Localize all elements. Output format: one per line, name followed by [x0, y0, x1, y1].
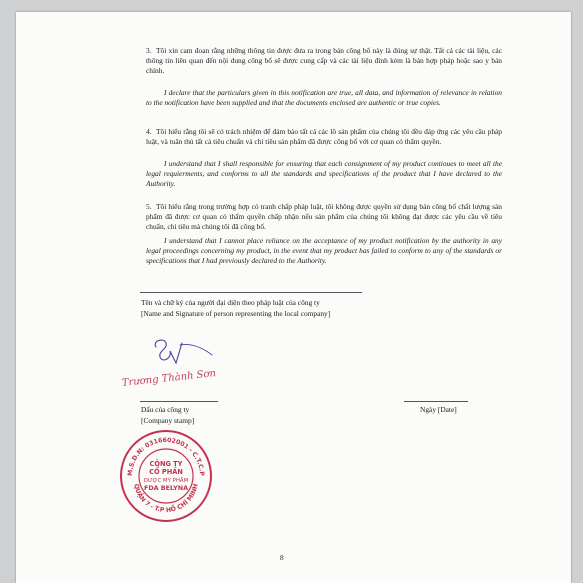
stamp-ring-top-text: M.S.D.N: 0316602001 - C.T.C.P — [126, 436, 206, 477]
stamp-line-1: CÔNG TY — [149, 460, 183, 468]
paragraph-5-vi-text: Tôi hiểu rằng trong trường hợp có tranh chấp pháp luật, tôi không được quyền sử dụng bản công bố chất lượng sản phẩm đã được cơ quan có thẩm quyền chấp nhận nếu sản phẩm của chúng tôi không đạt được các yêu cầu về tiêu chuẩn, chỉ tiêu mà chúng tôi đã công bố. — [146, 202, 502, 231]
stamp-line-2: CỔ PHẦN — [149, 468, 183, 476]
paragraph-5-vietnamese — [146, 202, 502, 232]
paragraph-4-number: 4. — [146, 127, 152, 136]
signer-name: Trương Thành Sơn — [121, 368, 217, 389]
paragraph-4-en-text: I understand that I shall responsible for ensuring that each consignment of my product contioues to meet all the legal requierments, and conforms to all the standards and specifications of the product that I have declared to the Authority. — [146, 159, 502, 188]
paragraph-3-number: 3. — [146, 46, 152, 55]
company-stamp — [118, 428, 214, 524]
paragraph-3-english — [146, 88, 502, 108]
paragraph-4-vietnamese — [146, 127, 502, 147]
paragraph-4-english — [146, 159, 502, 189]
stamp-ring-bottom-text: QUẬN 7 - T.P HỒ CHÍ MINH — [132, 483, 200, 515]
company-stamp-label-en: [Company stamp] — [141, 416, 195, 425]
page-number: 8 — [280, 553, 284, 562]
signature-caption-en: [Name and Signature of person representing the local company] — [141, 309, 331, 318]
stamp-line-3: DƯỢC MỸ PHẨM — [143, 478, 189, 484]
paragraph-3-vi-text: Tôi xin cam đoan rằng những thông tin được đưa ra trong bản công bố này là đúng sự thật. Tất cả các tài liệu, các thông tin liên quan đến nội dung công bố sẽ được cung cấp và các tài liệu đính kèm là bản hợp pháp hoặc sao y bản chính. — [146, 46, 502, 75]
company-stamp-label-vi: Dấu của công ty — [141, 405, 190, 414]
signature-caption-vi: Tên và chữ ký của người đại diện theo pháp luật của công ty — [141, 298, 320, 307]
paragraph-3-en-text: I declare that the particulars given in this notification are true, all data, and information of relevance in relation to the notification have been supplied and that the documents enclosed are authentic or true copies. — [146, 88, 502, 107]
handwritten-signature — [150, 333, 220, 369]
paragraph-4-vi-text: Tôi hiểu rằng tôi sẽ có trách nhiệm để đảm bảo tất cả các lô sản phẩm của chúng tôi đều đáp ứng các yêu cầu pháp luật, và tuân thủ tất cả tiêu chuẩn và chỉ tiêu sản phẩm đã được công bố với cơ quan có thẩm quyền. — [146, 127, 502, 146]
paragraph-5-number: 5. — [146, 202, 152, 211]
paragraph-3-vietnamese — [146, 46, 502, 76]
stamp-line-4: FDA BELYNA — [143, 484, 189, 492]
paragraph-5-english — [146, 236, 502, 266]
signature-line — [140, 292, 362, 293]
date-line — [404, 401, 468, 402]
paragraph-5-en-text: I understand that I cannot place reliance on the acceptance of my product notification by the authority in any legal proceedings concerning my product, in the event that my product has failed to conform to any of the standards or specifications that I had previously declared to the Authority. — [146, 236, 502, 265]
date-label: Ngày [Date] — [420, 405, 457, 414]
stamp-line — [140, 401, 218, 402]
